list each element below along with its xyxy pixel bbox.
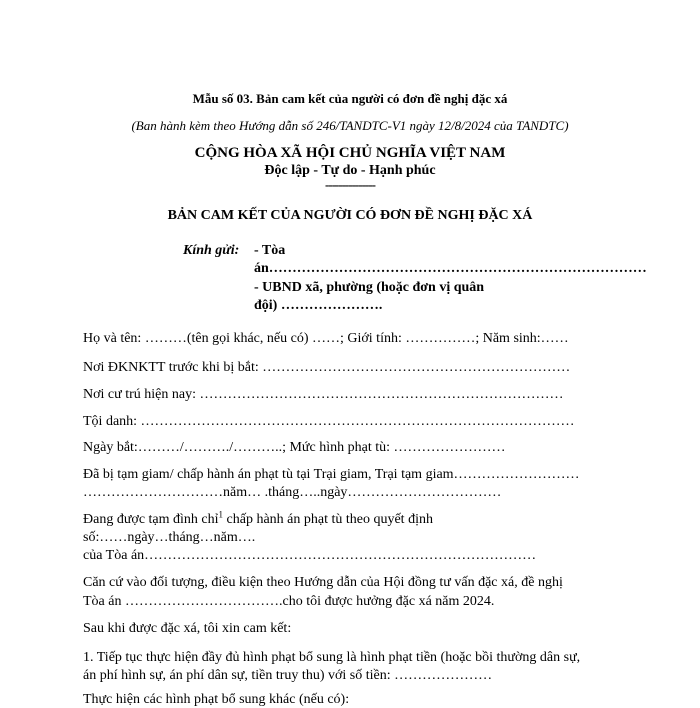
suspension-text-a: Đang được tạm đình chỉ — [83, 512, 219, 527]
document-title: BẢN CAM KẾT CỦA NGƯỜI CÓ ĐƠN ĐỀ NGHỊ ĐẶC XÁ — [167, 208, 533, 223]
suspension-court-line: của Tòa án………………………………………………………………………… — [83, 548, 537, 563]
suspension-line — [83, 509, 433, 528]
recipient-ubnd: - UBND xã, phường (hoặc đơn vị quân — [254, 280, 485, 295]
suspension-decision-line: số:……ngày…tháng…năm…. — [83, 530, 256, 545]
form-title: Mẫu số 03. Bản cam kết của người có đơn đề nghị đặc xá — [192, 91, 508, 106]
recipient-ubnd-cont: đội) …………………. — [254, 298, 383, 313]
pledge-1-line-1: 1. Tiếp tục thực hiện đầy đủ hình phạt bổ sung là hình phạt tiền (hoặc bồi thường dân sự, — [83, 650, 581, 665]
pledge-intro: Sau khi được đặc xá, tôi xin cam kết: — [83, 621, 292, 636]
motto: Độc lập - Tự do - Hạnh phúc — [264, 163, 436, 178]
pledge-1-line-2: án phí hình sự, án phí dân sự, tiền truy thu) với số tiền: ………………… — [83, 668, 493, 683]
detention-line: Đã bị tạm giam/ chấp hành án phạt tù tại Trại giam, Trại tạm giam……………………… — [83, 467, 580, 482]
basis-line-1: Căn cứ vào đối tượng, điều kiện theo Hướng dẫn của Hội đồng tư vấn đặc xá, đề nghị — [83, 575, 563, 590]
offense-line: Tội danh: ………………………………………………………………………………… — [83, 414, 575, 429]
motto-rule: --------------- — [325, 177, 375, 192]
arrest-sentence-line: Ngày bắt:………/………./………..; Mức hình phạt tù: …………………… — [83, 440, 506, 455]
pledge-cut-line: Thực hiện các hình phạt bổ sung khác (nếu có): — [83, 692, 350, 707]
detention-date-line: …………………………năm… .tháng…..ngày…………………………… — [83, 485, 502, 500]
issued-note: (Ban hành kèm theo Hướng dẫn số 246/TANDTC-V1 ngày 12/8/2024 của TANDTC) — [131, 118, 569, 133]
recipients-label: Kính gửi: — [183, 243, 240, 258]
current-residence-line: Nơi cư trú hiện nay: …………………………………………………………………… — [83, 387, 564, 402]
basis-line-2: Tòa án …………………………….cho tôi được hưởng đặc xá năm 2024. — [83, 594, 495, 609]
suspension-text-b: chấp hành án phạt tù theo quyết định — [223, 512, 433, 527]
recipient-court-dots: án……………………………………………………………………… — [254, 261, 647, 276]
national-name: CỘNG HÒA XÃ HỘI CHỦ NGHĨA VIỆT NAM — [194, 145, 506, 161]
residence-before-arrest-line: Nơi ĐKNKTT trước khi bị bắt: ………………………………………………………… — [83, 360, 571, 375]
footnote-marker: 1 — [218, 509, 224, 520]
name-gender-birth-line: Họ và tên: ………(tên gọi khác, nếu có) ……; Giới tính: ……………; Năm sinh:…… — [83, 331, 569, 346]
recipient-court: - Tòa — [254, 243, 286, 258]
